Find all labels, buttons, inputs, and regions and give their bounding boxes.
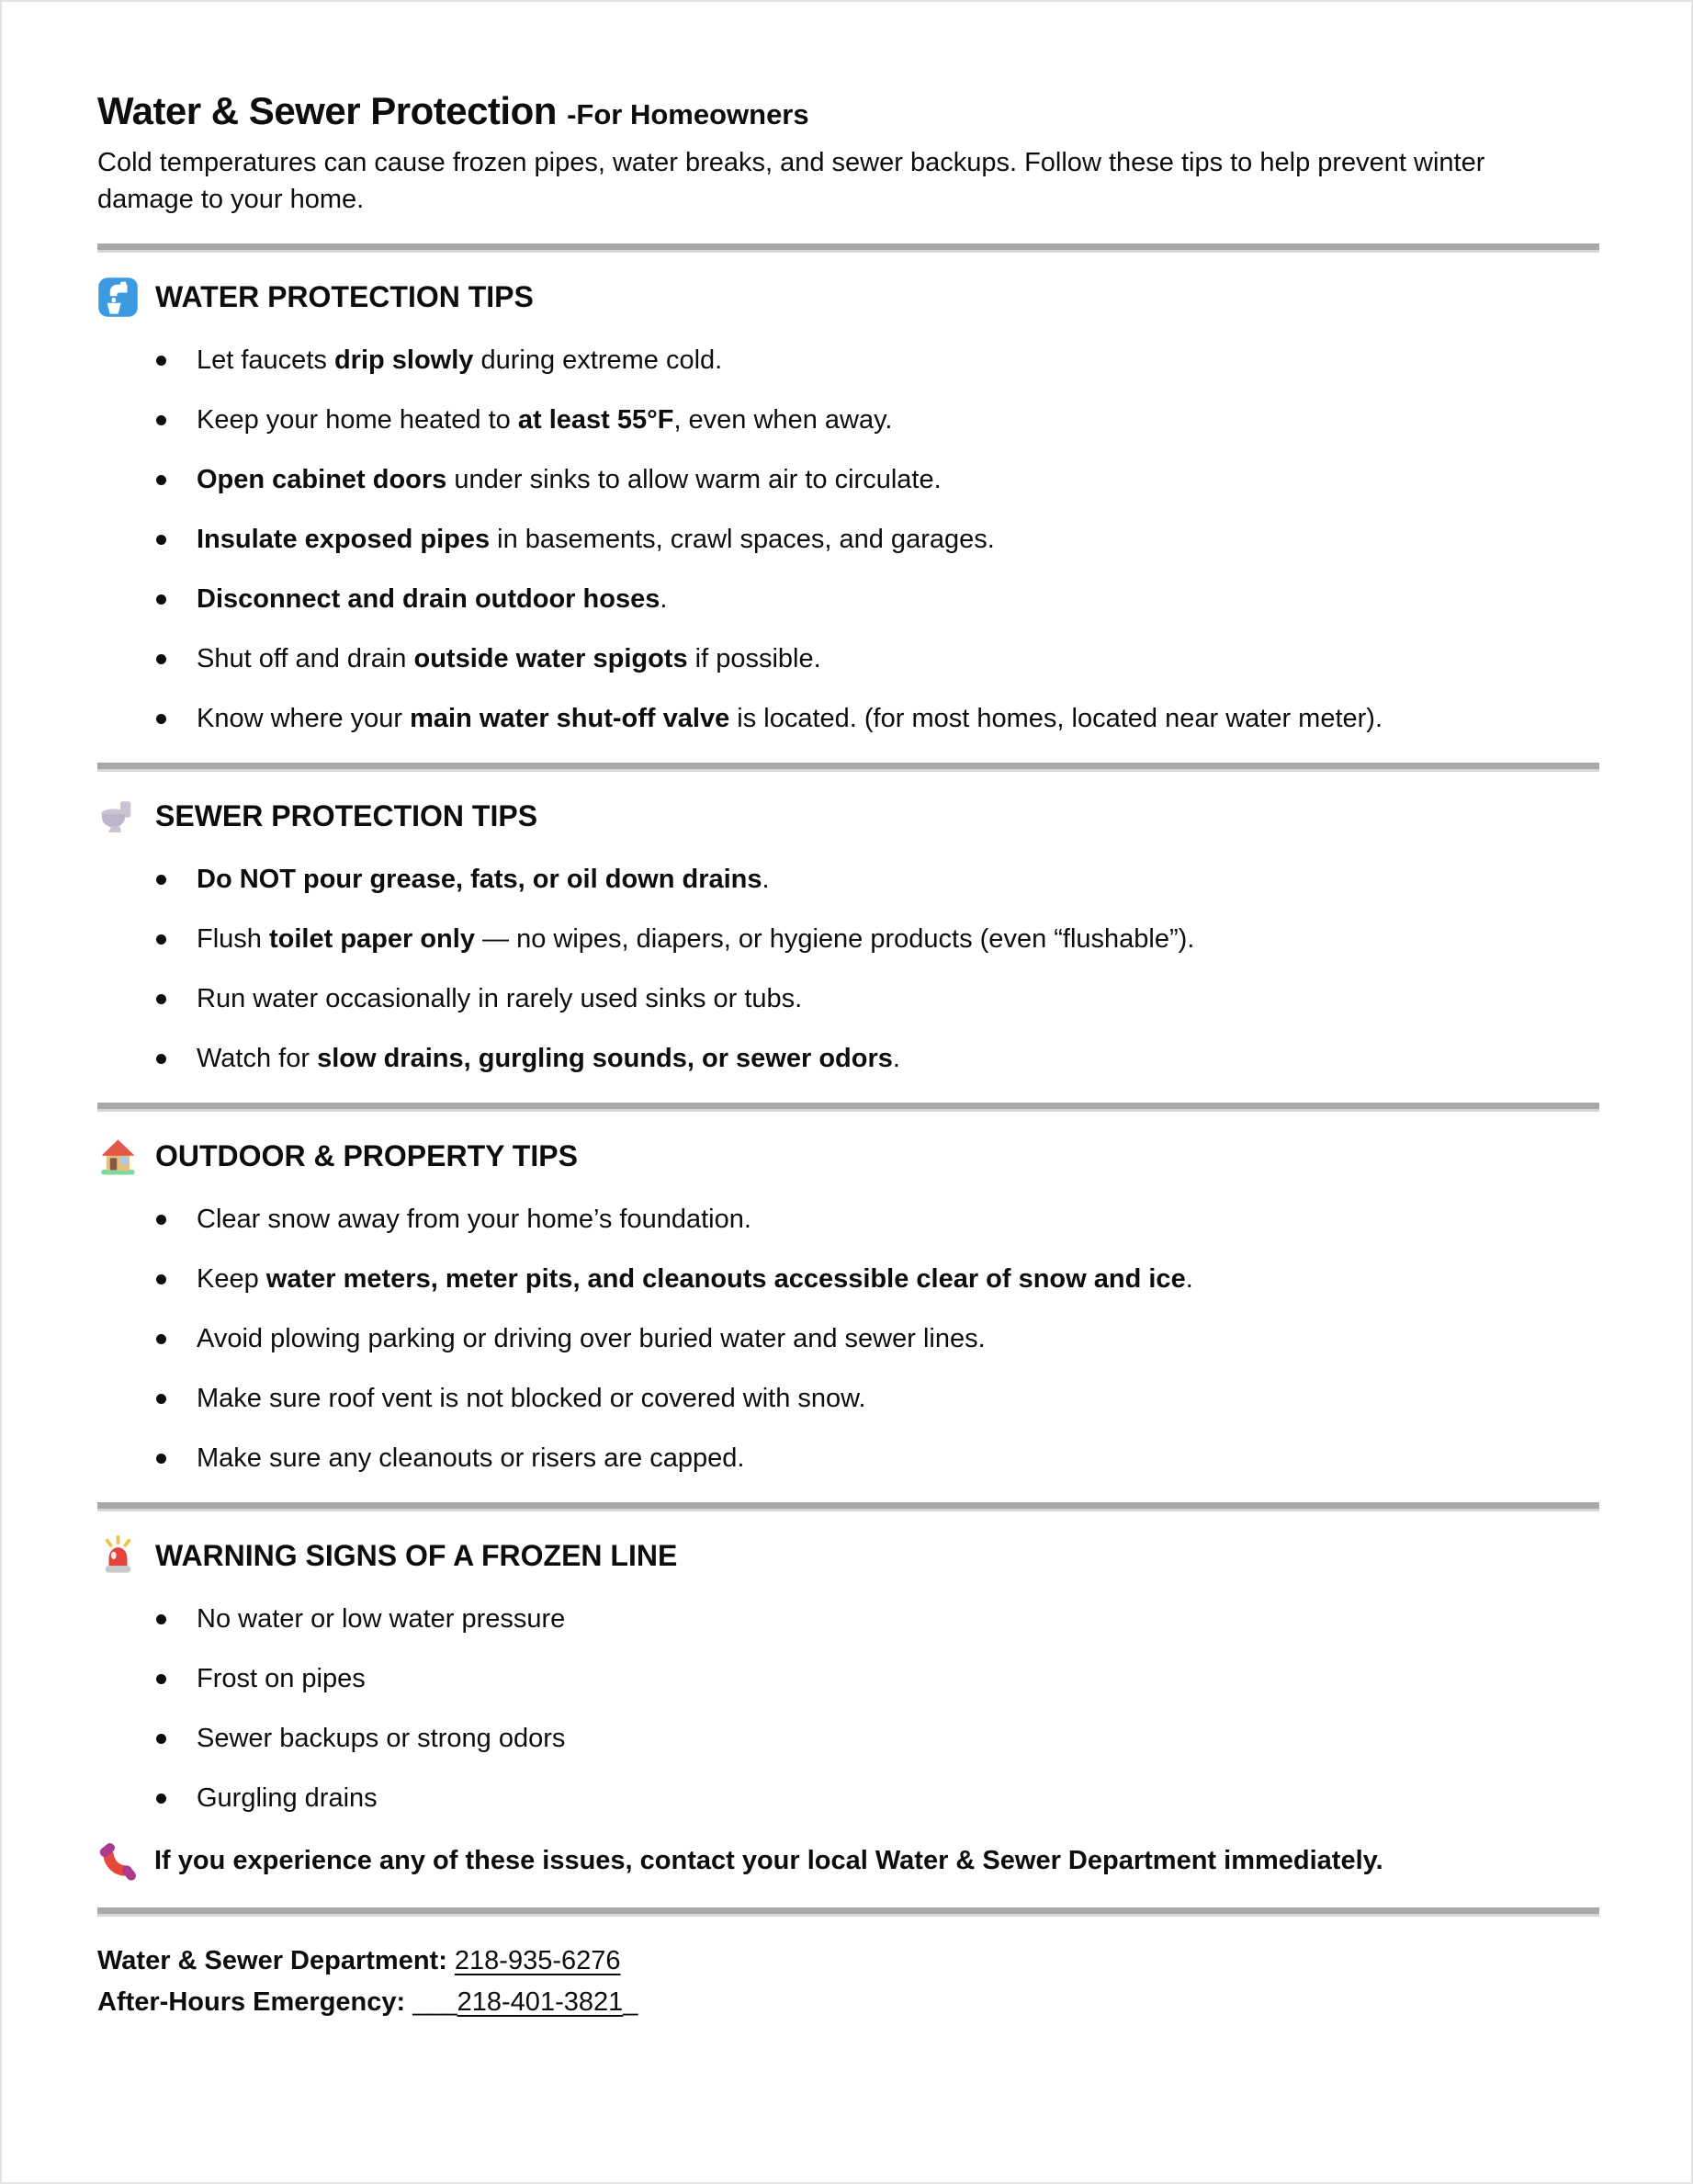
text-segment: Clear snow away from your home’s foundation.	[197, 1205, 751, 1235]
list-item	[97, 1660, 1599, 1697]
emergency-phone-number: 218-401-3821	[457, 1987, 624, 2018]
text-segment: Insulate exposed pipes	[197, 525, 491, 555]
text-segment: .	[1185, 1264, 1193, 1295]
text-segment: Flush	[197, 924, 269, 955]
text-segment: Sewer backups or strong odors	[197, 1724, 566, 1754]
trailing-underscore: _	[623, 1987, 638, 2018]
text-segment: Gurgling drains	[197, 1783, 378, 1814]
text-segment: Let faucets	[197, 345, 334, 376]
section-divider	[97, 1502, 1599, 1511]
title-subtitle: -For Homeowners	[567, 98, 809, 130]
section-divider	[97, 1907, 1599, 1917]
title-main: Water & Sewer Protection	[97, 89, 557, 132]
text-segment: , even when away.	[673, 405, 893, 436]
blank-underscores: ___	[412, 1987, 457, 2018]
text-segment: Disconnect and drain outdoor hoses	[197, 584, 660, 615]
emergency-label: After-Hours Emergency:	[97, 1987, 406, 2018]
text-segment: Frost on pipes	[197, 1664, 366, 1694]
text-segment: Keep	[197, 1264, 266, 1295]
text-segment: main water shut-off valve	[410, 704, 730, 734]
list-item	[97, 1201, 1599, 1238]
text-segment: in basements, crawl spaces, and garages.	[490, 525, 995, 555]
list-item	[97, 1380, 1599, 1417]
list-item	[97, 640, 1599, 677]
text-segment: .	[762, 865, 770, 895]
text-segment: drip slowly	[333, 345, 474, 376]
potable-water-icon	[97, 277, 139, 318]
tips-list-sewer-protection	[97, 861, 1599, 1077]
section-divider	[97, 243, 1599, 253]
text-segment: water meters, meter pits, and cleanouts accessible clear of snow and ice	[265, 1264, 1186, 1295]
phone-icon	[97, 1839, 140, 1882]
text-segment: Avoid plowing parking or driving over buried water and sewer lines.	[197, 1324, 986, 1354]
section-heading-warning-signs	[97, 1535, 1599, 1577]
contact-line-department	[97, 1941, 1599, 1982]
text-segment: at least 55°F	[517, 405, 674, 436]
list-item	[97, 861, 1599, 898]
section-heading-sewer-protection	[97, 796, 1599, 837]
contact-block	[97, 1941, 1599, 2023]
text-segment: Watch for	[197, 1044, 318, 1074]
department-phone-number: 218-935-6276	[454, 1946, 621, 1976]
tips-list-outdoor-property	[97, 1201, 1599, 1477]
text-segment: outside water spigots	[413, 644, 688, 674]
list-item	[97, 1261, 1599, 1297]
text-segment: Shut off and drain	[197, 644, 414, 674]
text-segment: under sinks to allow warm air to circulate.	[446, 465, 942, 495]
text-segment: slow drains, gurgling sounds, or sewer odors	[317, 1044, 893, 1074]
text-segment: .	[660, 584, 668, 615]
section-title: WARNING SIGNS OF A FROZEN LINE	[155, 1539, 678, 1573]
house-icon	[97, 1136, 139, 1177]
text-segment: Know where your	[197, 704, 411, 734]
tips-list-water-protection	[97, 342, 1599, 737]
list-item	[97, 1601, 1599, 1637]
text-segment: Make sure any cleanouts or risers are capped.	[197, 1443, 745, 1474]
list-item	[97, 700, 1599, 737]
list-item	[97, 1320, 1599, 1357]
intro-text: Cold temperatures can cause frozen pipes, water breaks, and sewer backups. Follow these tips to help prevent winter damage to your home.	[97, 148, 1485, 215]
list-item	[97, 1780, 1599, 1816]
toilet-icon	[97, 796, 139, 837]
section-title: SEWER PROTECTION TIPS	[155, 799, 538, 833]
text-segment: Run water occasionally in rarely used sinks or tubs.	[197, 984, 803, 1014]
section-heading-outdoor-property	[97, 1136, 1599, 1177]
text-segment: Do NOT pour grease, fats, or oil down drains	[197, 865, 762, 895]
list-item	[97, 1040, 1599, 1077]
tips-list-warning-signs	[97, 1601, 1599, 1816]
section-heading-water-protection	[97, 277, 1599, 318]
text-segment: Keep your home heated to	[197, 405, 518, 436]
text-segment: — no wipes, diapers, or hygiene products (even “flushable”).	[474, 924, 1195, 955]
section-divider	[97, 1103, 1599, 1112]
list-item	[97, 402, 1599, 438]
department-label: Water & Sewer Department:	[97, 1946, 447, 1976]
list-item	[97, 581, 1599, 617]
text-segment: is located. (for most homes, located near water meter).	[729, 704, 1383, 734]
list-item	[97, 521, 1599, 558]
text-segment: .	[892, 1044, 900, 1074]
alert-text: If you experience any of these issues, contact your local Water & Sewer Department immediately.	[154, 1846, 1383, 1876]
sections-container	[97, 243, 1599, 1816]
text-segment: toilet paper only	[268, 924, 475, 955]
list-item	[97, 342, 1599, 379]
text-segment: if possible.	[687, 644, 821, 674]
siren-icon	[97, 1535, 139, 1577]
contact-alert	[97, 1839, 1599, 1882]
section-title: WATER PROTECTION TIPS	[155, 280, 534, 314]
list-item	[97, 921, 1599, 957]
text-segment: No water or low water pressure	[197, 1604, 566, 1635]
list-item	[97, 461, 1599, 498]
contact-line-emergency	[97, 1982, 1599, 2023]
text-segment: Open cabinet doors	[197, 465, 447, 495]
text-segment: during extreme cold.	[473, 345, 723, 376]
list-item	[97, 1440, 1599, 1477]
list-item	[97, 1720, 1599, 1757]
section-title: OUTDOOR & PROPERTY TIPS	[155, 1139, 578, 1173]
text-segment: Make sure roof vent is not blocked or covered with snow.	[197, 1384, 866, 1414]
list-item	[97, 980, 1599, 1017]
page-title	[97, 90, 1599, 131]
section-divider	[97, 763, 1599, 772]
